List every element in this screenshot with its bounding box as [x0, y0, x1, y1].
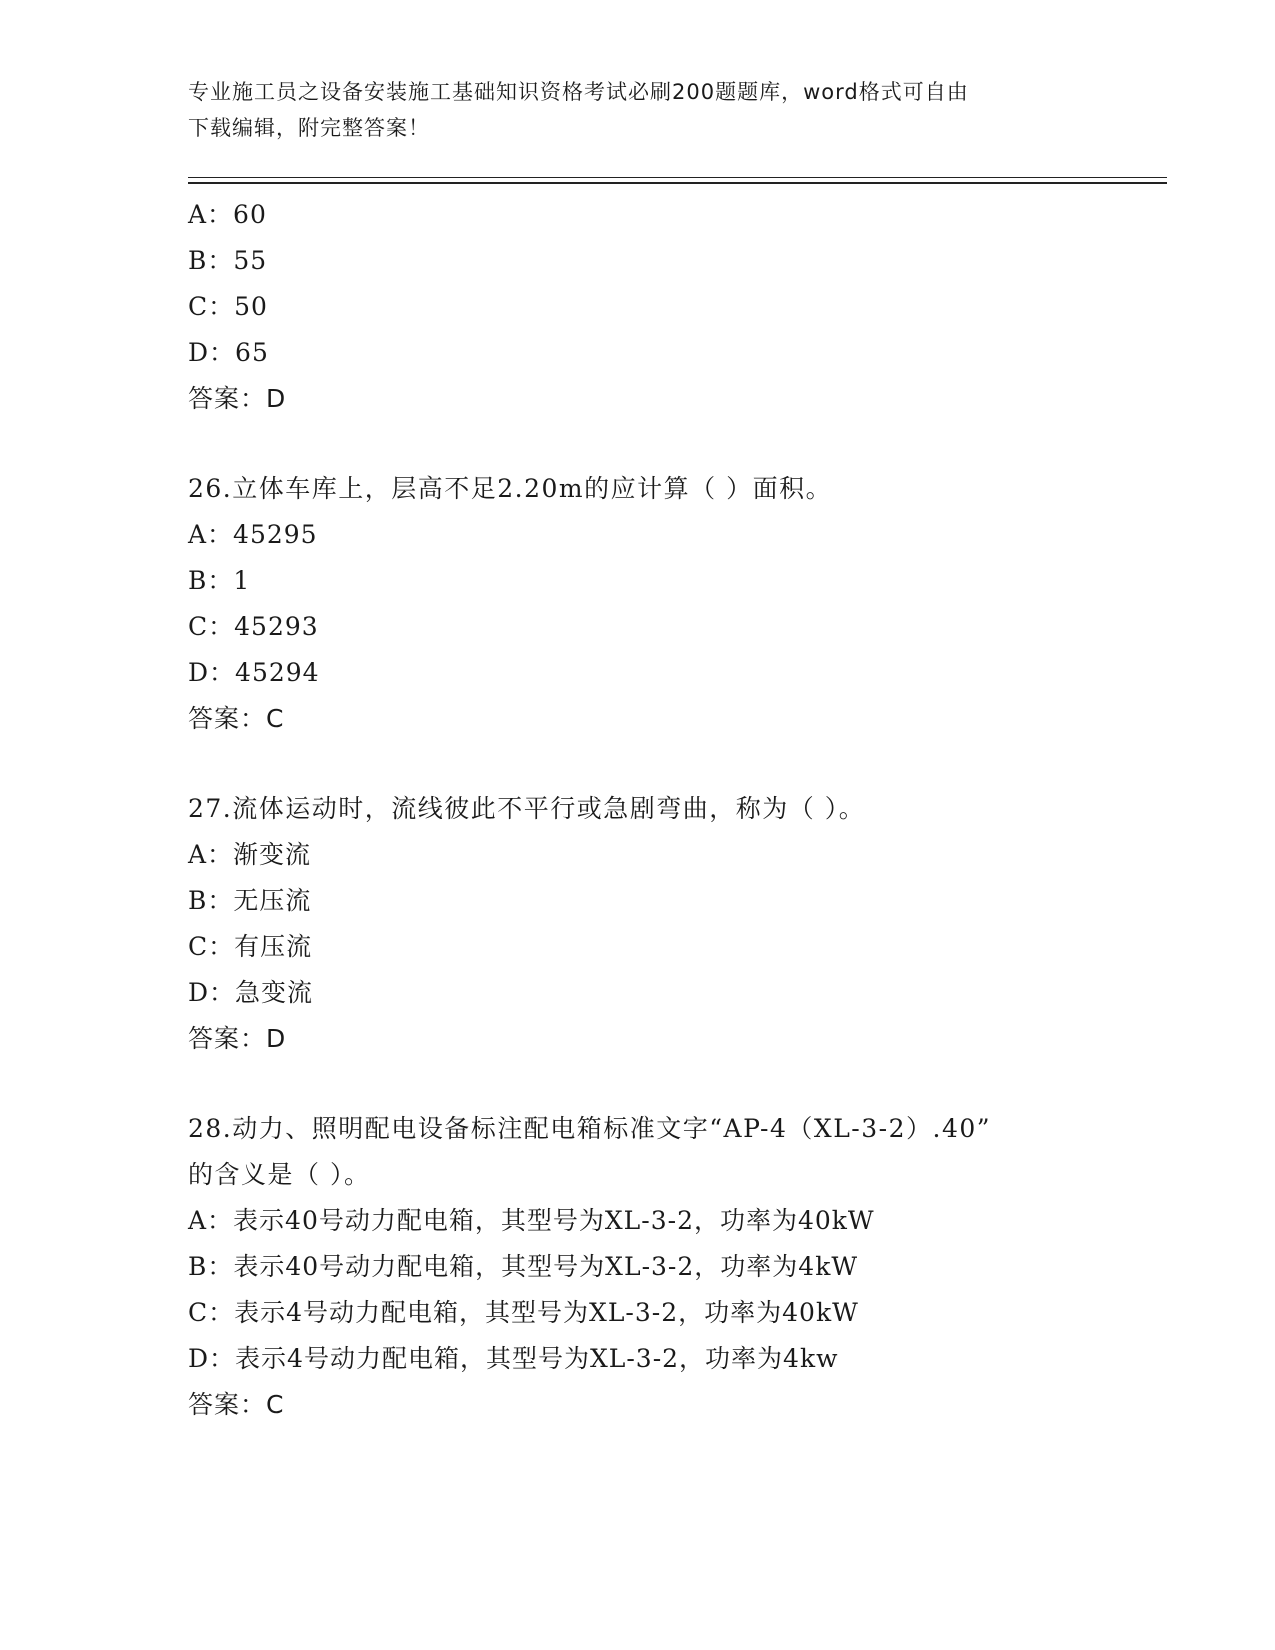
option-b: B：1	[188, 566, 251, 595]
option-d: D：表示4号动力配电箱，其型号为XL-3-2，功率为4kw	[188, 1344, 839, 1373]
option-a: A：表示40号动力配电箱，其型号为XL-3-2，功率为40kW	[188, 1206, 875, 1235]
option-b: B：55	[188, 246, 268, 275]
option-a: A：渐变流	[188, 840, 312, 869]
option-c: C：有压流	[188, 932, 313, 961]
spacer	[188, 422, 1088, 466]
spacer	[188, 742, 1088, 786]
option-d: D：45294	[188, 658, 320, 687]
header-line-1: 专业施工员之设备安装施工基础知识资格考试必刷200题题库，word格式可自由	[188, 80, 969, 104]
question-block-28	[188, 1106, 1088, 1428]
header-divider-thick	[188, 182, 1167, 184]
question-list	[188, 192, 1088, 1428]
answer-line: 答案：D	[188, 1024, 287, 1053]
option-b: B：表示40号动力配电箱，其型号为XL-3-2，功率为4kW	[188, 1252, 859, 1281]
header-divider-thin	[188, 177, 1167, 178]
option-c: C：45293	[188, 612, 319, 641]
option-d: D：急变流	[188, 978, 314, 1007]
option-c: C：表示4号动力配电箱，其型号为XL-3-2，功率为40kW	[188, 1298, 859, 1327]
header-line-2: 下载编辑，附完整答案！	[188, 116, 430, 140]
question-block-prev	[188, 192, 1088, 422]
question-block-26	[188, 466, 1088, 742]
question-title-line-2: 的含义是（ ）。	[188, 1160, 371, 1189]
question-title: 27.流体运动时，流线彼此不平行或急剧弯曲，称为（ ）。	[188, 794, 866, 823]
answer-line: 答案：D	[188, 384, 287, 413]
question-block-27	[188, 786, 1088, 1062]
question-title-line-1: 28.动力、照明配电设备标注配电箱标准文字“AP-4（XL-3-2）.40”	[188, 1114, 992, 1143]
option-a: A：60	[188, 200, 267, 229]
option-c: C：50	[188, 292, 268, 321]
question-title: 26.立体车库上，层高不足2.20m的应计算（ ）面积。	[188, 474, 833, 503]
document-header	[188, 74, 1068, 146]
option-d: D：65	[188, 338, 269, 367]
answer-line: 答案：C	[188, 1390, 285, 1419]
option-a: A：45295	[188, 520, 318, 549]
spacer	[188, 1062, 1088, 1106]
option-b: B：无压流	[188, 886, 312, 915]
answer-line: 答案：C	[188, 704, 285, 733]
